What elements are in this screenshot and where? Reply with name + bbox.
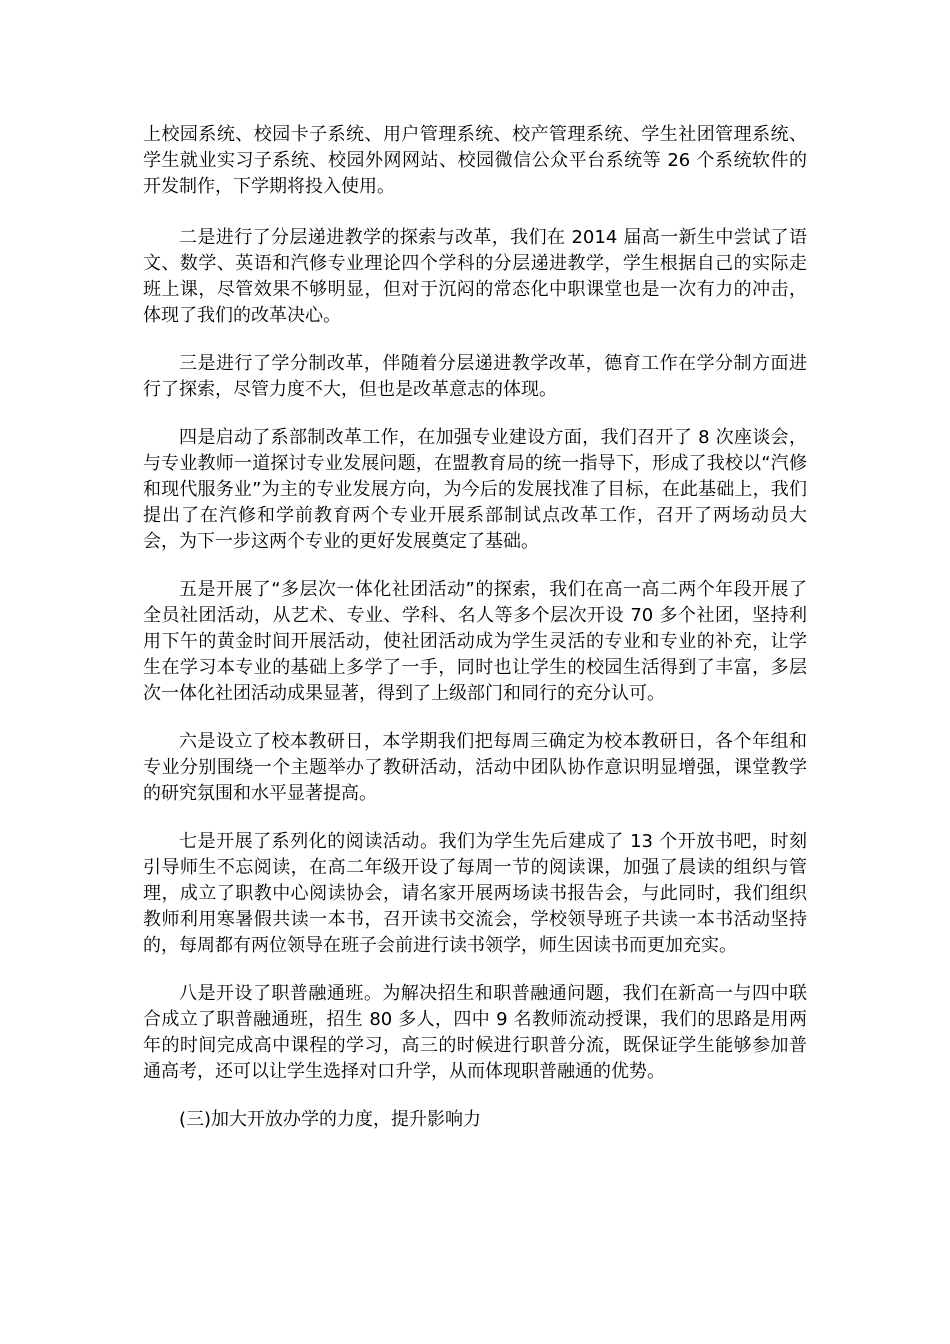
paragraph-integrated-class: 八是开设了职普融通班。为解决招生和职普融通问题，我们在新高一与四中联合成立了职普融通班，招生 80 多人，四中 9 名教师流动授课，我们的思路是用两年的时间完成高中课程的学习，高三的时候进行职普分流，既保证学生能够参加普通高考，还可以让学生选择对口升学，从而体现职普融通的优势。: [143, 983, 807, 1082]
paragraph-research-day: 六是设立了校本教研日，本学期我们把每周三确定为校本教研日，各个年组和专业分别围绕一个主题举办了教研活动，活动中团队协作意识明显增强，课堂教学的研究氛围和水平显著提高。: [143, 731, 807, 804]
paragraph-credit-system: 三是进行了学分制改革，伴随着分层递进教学改革，德育工作在学分制方面进行了探索，尽管力度不大，但也是改革意志的体现。: [143, 353, 807, 400]
paragraph-club-activities: 五是开展了“多层次一体化社团活动”的探索，我们在高一高二两个年段开展了全员社团活动，从艺术、专业、学科、名人等多个层次开设 70 多个社团，坚持利用下午的黄金时间开展活动，使社团活动成为学生灵活的专业和专业的补充，让学生在学习本专业的基础上多学了一手，同时也让学生的校园生活得到了丰富，多层次一体化社团活动成果显著，得到了上级部门和同行的充分认可。: [143, 579, 807, 704]
paragraph-reading-activities: 七是开展了系列化的阅读活动。我们为学生先后建成了 13 个开放书吧，时刻引导师生不忘阅读，在高二年级开设了每周一节的阅读课，加强了晨读的组织与管理，成立了职教中心阅读协会，请名家开展两场读书报告会，与此同时，我们组织教师利用寒暑假共读一本书，召开读书交流会，学校领导班子共读一本书活动坚持的，每周都有两位领导在班子会前进行读书领学，师生因读书而更加充实。: [143, 831, 807, 956]
paragraph-department-reform: 四是启动了系部制改革工作，在加强专业建设方面，我们召开了 8 次座谈会，与专业教师一道探讨专业发展问题，在盟教育局的统一指导下，形成了我校以“汽修和现代服务业”为主的专业发展方向，为今后的发展找准了目标，在此基础上，我们提出了在汽修和学前教育两个专业开展系部制试点改革工作，召开了两场动员大会，为下一步这两个专业的更好发展奠定了基础。: [143, 427, 807, 552]
paragraph-tiered-teaching: 二是进行了分层递进教学的探索与改革，我们在 2014 届高一新生中尝试了语文、数学、英语和汽修专业理论四个学科的分层递进教学，学生根据自己的实际走班上课，尽管效果不够明显，但对于沉闷的常态化中职课堂也是一次有力的冲击，体现了我们的改革决心。: [143, 227, 807, 326]
document-body: [143, 122, 807, 1155]
paragraph-continuation: 上校园系统、校园卡子系统、用户管理系统、校产管理系统、学生社团管理系统、学生就业实习子系统、校园外网网站、校园微信公众平台系统等 26 个系统软件的开发制作，下学期将投入使用。: [143, 124, 807, 197]
section-heading: (三)加大开放办学的力度，提升影响力: [179, 1109, 482, 1130]
